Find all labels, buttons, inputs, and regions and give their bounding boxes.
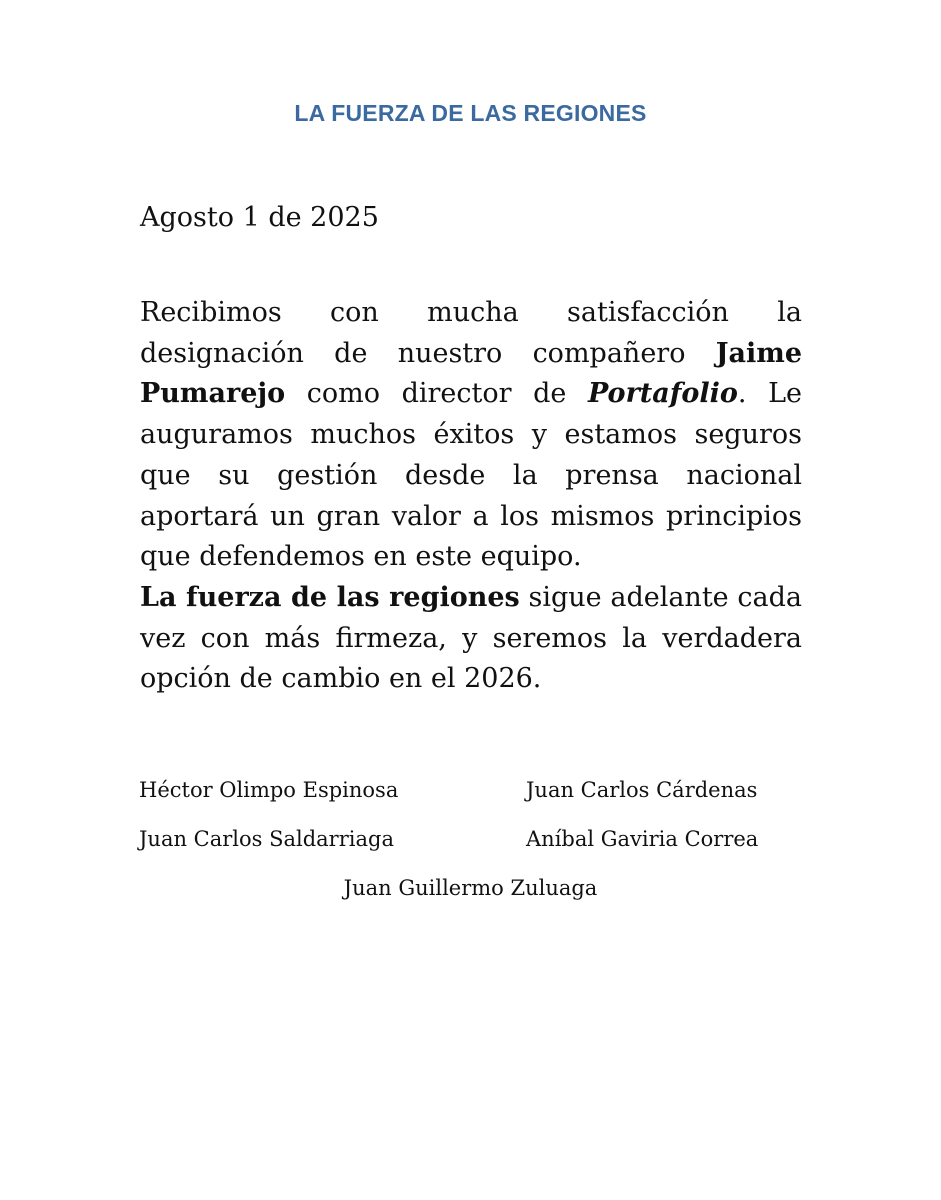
document-title: LA FUERZA DE LAS REGIONES [294, 100, 647, 126]
letter-body [140, 293, 802, 700]
publication-name: Portafolio [587, 378, 738, 410]
paragraph1-text-1: Recibimos con mucha satisfacción la designación de nuestro compañero [140, 297, 802, 369]
paragraph2-text: sigue adelante cada vez con más firmeza, y seremos la verdadera opción de cambio en el 2026. [140, 581, 802, 695]
signatory: Juan Carlos Cárdenas [526, 778, 758, 802]
signatory: Juan Carlos Saldarriaga [139, 827, 394, 851]
paragraph1-text-2: como director de [285, 378, 588, 410]
appointee-name: Jaime Pumarejo [140, 337, 802, 410]
paragraph1-text-3: . Le auguramos muchos éxitos y estamos seguros que su gestión desde la prensa nacional aportará un gran valor a los mismos principios que defendemos en este equipo. [140, 378, 803, 573]
movement-name: La fuerza de las regiones [140, 581, 520, 613]
signatory: Juan Guillermo Zuluaga [343, 876, 598, 900]
document-date: Agosto 1 de 2025 [140, 202, 379, 233]
signatory: Héctor Olimpo Espinosa [139, 778, 399, 802]
signatory: Aníbal Gaviria Correa [526, 827, 759, 851]
paragraph-announcement [140, 293, 802, 578]
paragraph-closing [140, 578, 802, 700]
